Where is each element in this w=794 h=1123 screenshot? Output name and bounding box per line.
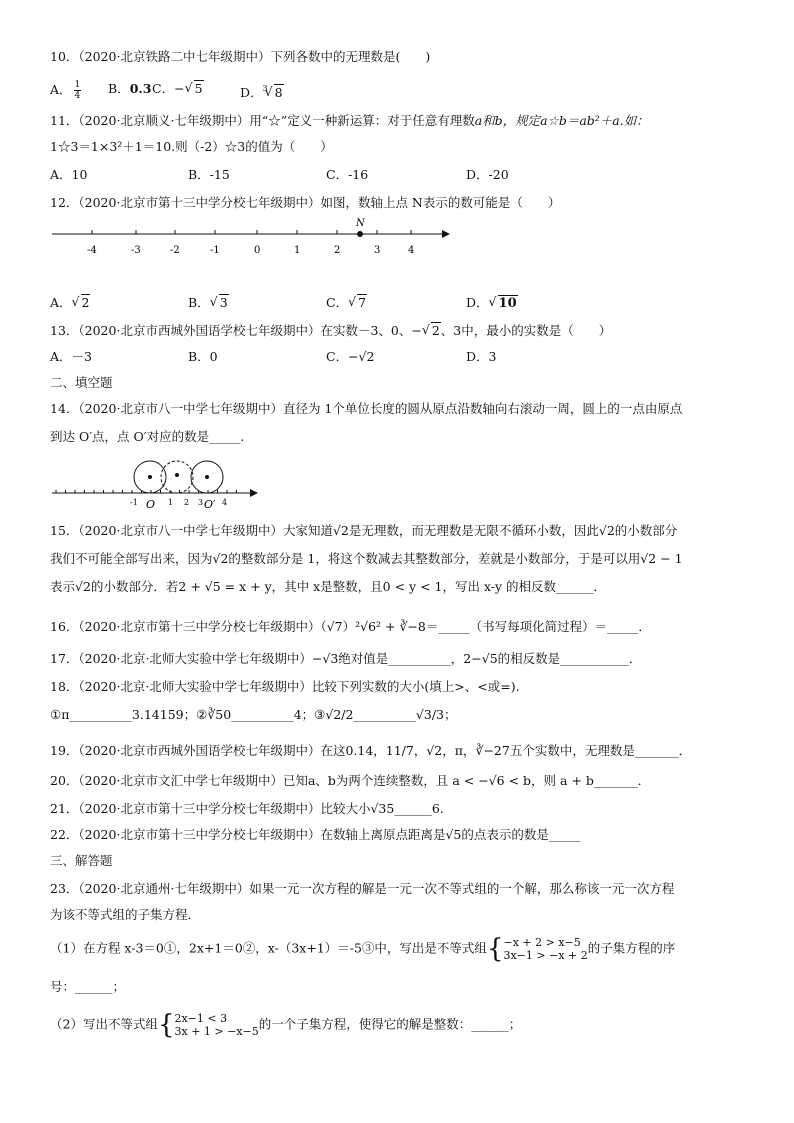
- q21-text: 21．（2020·北京市第十三中学分校七年级期中）比较大小√35______6.: [50, 801, 444, 816]
- q11-option-a: A．10: [50, 167, 88, 182]
- q22-text: 22．（2020·北京市第十三中学分校七年级期中）在数轴上离原点距离是√5的点表示的数是_____: [50, 827, 581, 842]
- q11-line2: 1☆3＝1×3²＋1＝10.则（-2）☆3的值为（ ）: [50, 139, 333, 154]
- q14-label-o-prime: O′: [204, 498, 216, 511]
- q12-number-line: [50, 216, 460, 260]
- q11-option-d: D．-20: [466, 167, 509, 182]
- q14-label-neg1: -1: [130, 498, 138, 507]
- q10-option-c: C．−√ 5: [152, 80, 204, 98]
- q16-text: 16．（2020·北京市第十三中学分校七年级期中）（√7）²√6² + ∛−8＝_____（书写每项化简过程）＝_____．: [50, 619, 651, 634]
- q15-line2: 我们不可能全部写出来，因为√2的整数部分是 1，将这个数减去其整数部分，差就是小数部分，于是可以用√2 − 1: [50, 551, 683, 566]
- q13-option-a: A．－3: [50, 349, 92, 364]
- q12-option-b: B．√ 3: [188, 294, 229, 312]
- q19-text: 19．（2020·北京市西城外国语学校七年级期中）在这0.14，11/7，√2，π，∛−27五个实数中，无理数是_______．: [50, 743, 692, 758]
- q18-line1: 18．（2020·北京·北师大实验中学七年级期中）比较下列实数的大小(填上>、<或=).: [50, 679, 520, 694]
- q23-line1: 23．（2020·北京通州·七年级期中）如果一元一次方程的解是一元一次不等式组的一个解，那么称该一元一次方程: [50, 881, 675, 896]
- q12-tick-label: 3: [374, 245, 381, 256]
- q12-tick-label: 4: [408, 245, 415, 256]
- q12-tick-label: 0: [254, 245, 261, 256]
- q13-text: 13．（2020·北京市西城外国语学校七年级期中）在实数－3、0、−√ 2、3中，最小的实数是（ ）: [50, 322, 611, 340]
- q15-line3: 表示√2的小数部分．若2 + √5 = x + y，其中 x是整数，且0 < y < 1，写出 x-y 的相反数______．: [50, 579, 607, 594]
- q14-label-2: 2: [184, 498, 190, 507]
- q18-line2: ①π__________3.14159；②∛50__________4；③√2/2__________√3/3；: [50, 707, 457, 722]
- q12-tick-label: -1: [210, 245, 220, 256]
- q12-point-label: N: [356, 218, 365, 229]
- q14-label-4: 4: [222, 498, 228, 507]
- q23-line5: （2）写出不等式组{ 2x−1 < 3 3x + 1 > −x−5 的一个子集方程，使得它的解是整数：______；: [50, 1010, 522, 1040]
- q23-line2: 为该不等式组的子集方程．: [50, 907, 201, 922]
- q12-tick-label: 2: [334, 245, 341, 256]
- q12-tick-label: -3: [131, 245, 141, 256]
- q12-tick-label: -2: [170, 245, 180, 256]
- q11-option-b: B．-15: [188, 167, 230, 182]
- q14-line1: 14．（2020·北京市八一中学七年级期中）直径为 1个单位长度的圆从原点沿数轴向右滚动一周，圆上的一点由原点: [50, 401, 683, 416]
- q12-tick-label: 1: [294, 245, 301, 256]
- q10-option-d: D．$^3$√ 8: [240, 80, 284, 102]
- q10-option-a: A． $\frac{1}{4}$: [50, 80, 81, 101]
- q12-tick-label: -4: [87, 245, 97, 256]
- q11-option-c: C．-16: [326, 167, 369, 182]
- section-answer: 三、解答题: [50, 853, 113, 868]
- q20-text: 20．（2020·北京市文汇中学七年级期中）已知a、b为两个连续整数，且 a < −√6 < b，则 a + b_______．: [50, 773, 651, 788]
- q14-label-3: 3: [198, 498, 204, 507]
- q23-line3: （1）在方程 x-3＝0①，2x+1＝0②，x-（3x+1）＝-5③中，写出是不等式组{ −x + 2 > x−5 3x−1 > −x + 2 的子集方程的序: [50, 934, 676, 964]
- q14-label-1: 1: [168, 498, 174, 507]
- q12-option-d: D．√ 10: [466, 294, 518, 313]
- section-fill-in: 二、填空题: [50, 375, 113, 390]
- q15-line1: 15．（2020·北京市八一中学七年级期中）大家知道√2是无理数，而无理数是无限不循环小数，因此√2的小数部分: [50, 523, 678, 538]
- q13-option-b: B．0: [188, 349, 218, 364]
- q12-text: 12．（2020·北京市第十三中学分校七年级期中）如图，数轴上点 N表示的数可能是（ ）: [50, 195, 561, 210]
- q17-text: 17．（2020·北京·北师大实验中学七年级期中）−√3绝对值是__________，2−√5的相反数是___________．: [50, 651, 642, 666]
- q12-point-n: [357, 231, 363, 237]
- q14-rolling-circle-figure: [50, 450, 270, 512]
- q14-label-o: O: [146, 498, 156, 511]
- q11-line1: 11．（2020·北京顺义·七年级期中）用“☆”定义一种新运算：对于任意有理数a和b，规定a☆b＝ab²＋a.如：: [50, 113, 649, 128]
- q10-option-b: B．0.3: [108, 81, 152, 96]
- q14-line2: 到达 O′点，点 O′对应的数是_____.: [50, 429, 245, 444]
- q10-text: 10．（2020·北京铁路二中七年级期中）下列各数中的无理数是( ): [50, 49, 431, 64]
- q12-option-c: C．√ 7: [326, 294, 367, 312]
- q23-line4: 号：______；: [50, 979, 126, 994]
- q12-option-a: A．√ 2: [50, 294, 90, 312]
- q13-option-d: D．3: [466, 349, 497, 364]
- q13-option-c: C．−√2: [326, 349, 375, 364]
